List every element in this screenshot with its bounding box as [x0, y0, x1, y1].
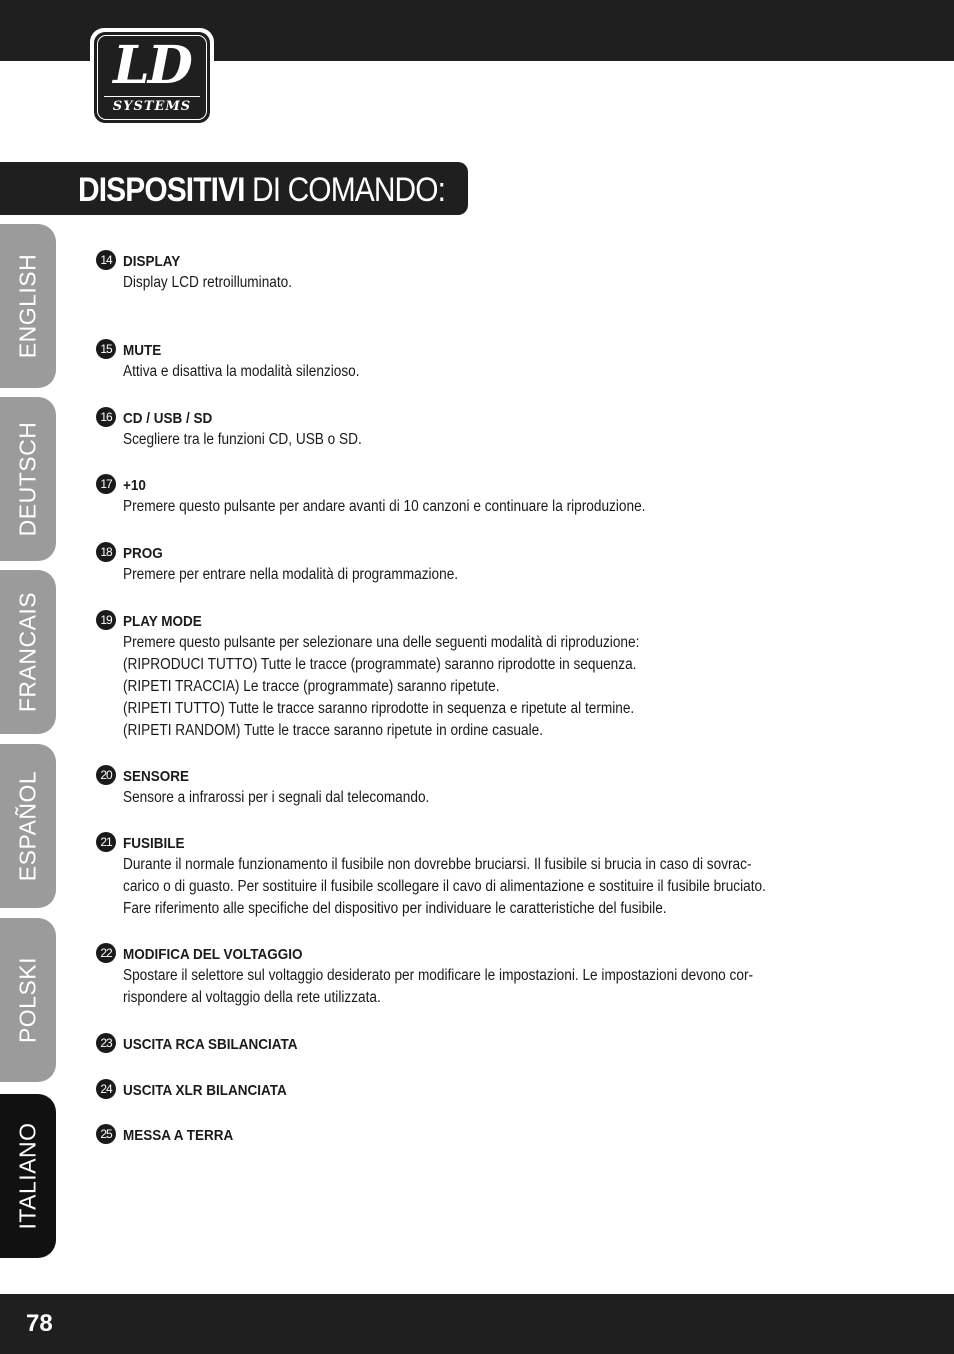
tab-deutsch[interactable]	[0, 397, 56, 561]
tab-espanol[interactable]	[0, 744, 56, 908]
item-description: carico o di guasto. Per sostituire il fusibile scollegare il cavo di alimentazione e sostituire il fusibile bruciato.	[123, 878, 766, 895]
logo-ld-text: LD	[113, 35, 191, 96]
item-description: Premere questo pulsante per selezionare una delle seguenti modalità di riproduzione:	[123, 634, 640, 651]
tab-polski[interactable]	[0, 918, 56, 1082]
tab-francais[interactable]	[0, 570, 56, 734]
item-description: Premere per entrare nella modalità di programmazione.	[123, 566, 459, 583]
item-number-badge: 21	[96, 832, 116, 852]
item-description: (RIPETI RANDOM) Tutte le tracce saranno ripetute in ordine casuale.	[123, 722, 543, 739]
item-title: FUSIBILE	[123, 835, 185, 852]
tab-italiano[interactable]	[0, 1094, 56, 1258]
item-description: Durante il normale funzionamento il fusibile non dovrebbe bruciarsi. Il fusibile si brucia in caso di sovrac-	[123, 856, 752, 873]
item-title: USCITA RCA SBILANCIATA	[123, 1036, 298, 1053]
item-number-badge: 24	[96, 1079, 116, 1099]
item-description: Premere questo pulsante per andare avanti di 10 canzoni e continuare la riproduzione.	[123, 498, 646, 515]
item-number-badge: 20	[96, 765, 116, 785]
item-description: (RIPRODUCI TUTTO) Tutte le tracce (programmate) saranno riprodotte in sequenza.	[123, 656, 637, 673]
item-title: +10	[123, 477, 146, 494]
item-title: PLAY MODE	[123, 613, 202, 630]
item-number-badge: 19	[96, 610, 116, 630]
tab-label: ITALIANO	[14, 1122, 41, 1230]
item-description: Fare riferimento alle specifiche del dispositivo per individuare le caratteristiche del fusibile.	[123, 900, 667, 917]
item-description: Spostare il selettore sul voltaggio desiderato per modificare le impostazioni. Le impostazioni devono cor-	[123, 967, 754, 984]
item-number-badge: 25	[96, 1124, 116, 1144]
page-title	[78, 168, 445, 212]
item-description: Scegliere tra le funzioni CD, USB o SD.	[123, 431, 362, 448]
item-description: Attiva e disattiva la modalità silenzioso.	[123, 363, 360, 380]
item-description: (RIPETI TUTTO) Tutte le tracce saranno riprodotte in sequenza e ripetute al termine.	[123, 700, 635, 717]
item-number-badge: 15	[96, 339, 116, 359]
page-number: 78	[26, 1310, 53, 1337]
item-title: DISPLAY	[123, 253, 181, 270]
tab-label: POLSKI	[14, 956, 41, 1044]
item-number-badge: 22	[96, 943, 116, 963]
item-description: rispondere al voltaggio della rete utilizzata.	[123, 989, 381, 1006]
tab-english[interactable]	[0, 224, 56, 388]
item-number-badge: 14	[96, 250, 116, 270]
item-number-badge: 16	[96, 407, 116, 427]
tab-label: ENGLISH	[14, 253, 41, 359]
page-title-bold: DISPOSITIVI	[78, 171, 245, 209]
item-title: MUTE	[123, 342, 162, 359]
item-description: Display LCD retroilluminato.	[123, 274, 293, 291]
item-title: USCITA XLR BILANCIATA	[123, 1082, 287, 1099]
tab-label: DEUTSCH	[14, 421, 41, 537]
page-title-rest: DI COMANDO:	[251, 171, 446, 209]
item-description: Sensore a infrarossi per i segnali dal telecomando.	[123, 789, 430, 806]
item-number-badge: 18	[96, 542, 116, 562]
item-description: (RIPETI TRACCIA) Le tracce (programmate) saranno ripetute.	[123, 678, 500, 695]
item-title: SENSORE	[123, 768, 190, 785]
item-title: MESSA A TERRA	[123, 1127, 234, 1144]
item-title: PROG	[123, 545, 163, 562]
item-title: CD / USB / SD	[123, 410, 213, 427]
footer-bar	[0, 1294, 954, 1354]
item-number-badge: 23	[96, 1033, 116, 1053]
logo-systems-text: SYSTEMS	[112, 99, 192, 114]
item-title: MODIFICA DEL VOLTAGGIO	[123, 946, 303, 963]
item-number-badge: 17	[96, 474, 116, 494]
tab-label: FRANCAIS	[14, 591, 41, 713]
ld-systems-logo	[90, 28, 214, 127]
tab-label: ESPAÑOL	[14, 770, 41, 882]
